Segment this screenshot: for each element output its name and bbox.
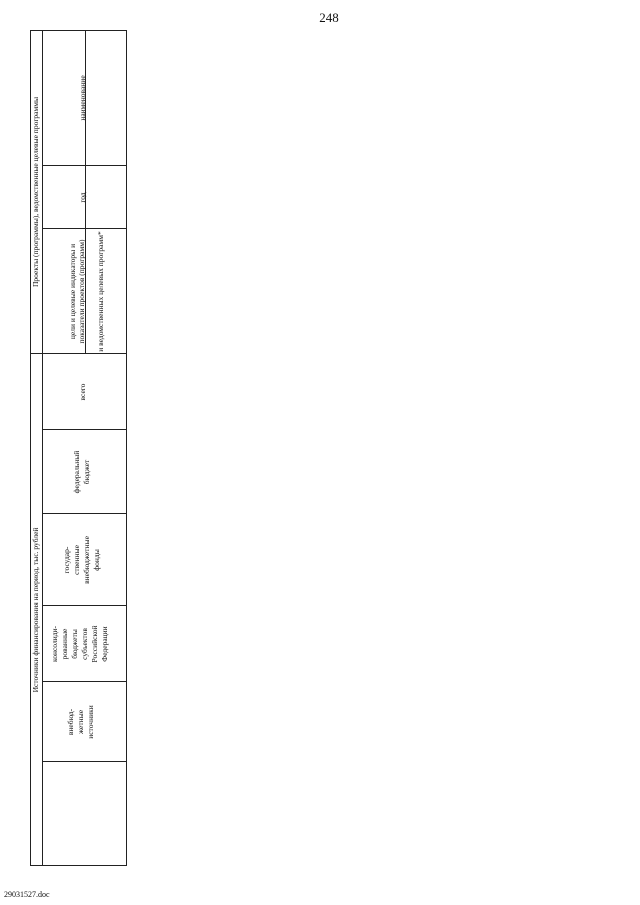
header-total: всего — [78, 383, 87, 401]
header-name: наименование — [78, 75, 87, 121]
header-regional-5: Российской — [90, 625, 99, 663]
header-state-funds-2: ственные — [72, 545, 81, 575]
header-regional-1: консолиди- — [50, 625, 59, 663]
header-regional-3: бюджеты — [70, 629, 79, 659]
header-goals-2: и ведомственных целевых программ* — [96, 231, 105, 352]
group-header-line — [42, 30, 43, 866]
header-regional-4: субъектов — [80, 628, 89, 660]
header-projects-group: Проекты (программы), ведомственные целевые программы — [31, 96, 40, 288]
col-divider-funds-regional — [85, 353, 126, 354]
header-regional-2: рованные — [60, 628, 69, 660]
header-state-funds-4: фонды — [92, 549, 101, 571]
rotated-table-page — [30, 30, 610, 866]
header-sources-group: Источники финансирования на период, тыс. рублей — [31, 527, 40, 693]
header-offbudget-3: источники — [86, 705, 95, 739]
header-federal-1: федеральный — [72, 450, 81, 494]
header-year: год — [78, 192, 87, 203]
header-offbudget-1: внебюд- — [66, 708, 75, 736]
page-number: 248 — [319, 10, 339, 25]
header-state-funds-1: государ- — [62, 546, 71, 574]
col-line-a — [30, 865, 126, 866]
header-offbudget-2: жетные — [76, 709, 85, 735]
footer-code: 29031527.doc — [4, 890, 50, 899]
header-state-funds-3: внебюджетные — [82, 536, 91, 584]
header-bottom-line — [126, 30, 127, 866]
header-goals-1: цели и целевые индикаторы и показатели проектов (программ) — [68, 239, 86, 344]
header-federal-2: бюджет — [82, 459, 91, 485]
header-regional-6: Федерации — [100, 626, 109, 662]
